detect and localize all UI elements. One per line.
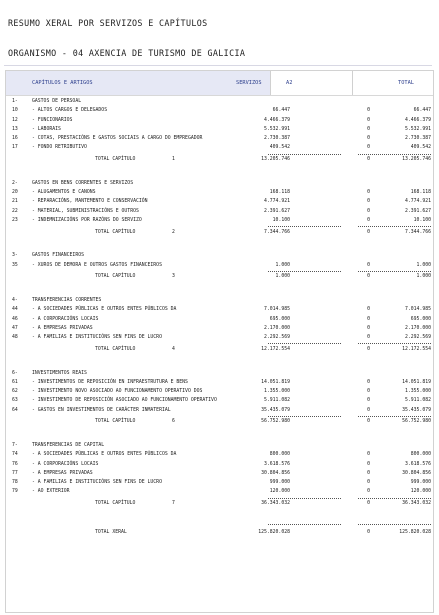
services-amount: 0 <box>367 480 370 485</box>
article-code: 20 <box>12 190 18 195</box>
a2-amount: 409.542 <box>269 145 290 151</box>
subtotal-rule <box>358 524 431 525</box>
article-code: 44 <box>12 307 18 313</box>
services-amount: 0 <box>367 316 370 322</box>
table-row <box>6 487 433 496</box>
chapter-code: 3- <box>12 253 18 259</box>
chapter-title: GASTOS FINANCEIROS <box>32 253 84 259</box>
total-amount: 12.172.554 <box>402 346 431 352</box>
a2-amount: 56.752.980 <box>261 419 290 425</box>
total-amount: 5.911.082 <box>405 398 431 404</box>
article-code: 10 <box>12 108 18 114</box>
article-code: 77 <box>12 470 18 476</box>
grand-total-row <box>6 528 433 537</box>
services-amount: 0 <box>367 407 370 413</box>
table-row <box>6 450 433 459</box>
chapter-code: 6- <box>12 370 18 376</box>
a2-amount: 5.532.991 <box>264 126 290 132</box>
article-description: - ALTOS CARGOS E DELEGADOS <box>32 108 108 114</box>
a2-amount: 2.292.569 <box>264 335 290 340</box>
services-amount: 0 <box>367 379 370 385</box>
article-code: 63 <box>12 398 18 404</box>
a2-amount: 5.911.082 <box>264 398 290 404</box>
services-amount: 0 <box>367 117 370 123</box>
chapter-title: GASTOS DE PERSOAL <box>32 99 82 104</box>
total-amount: 66.447 <box>413 108 431 114</box>
article-code: 13 <box>12 126 18 132</box>
chapter-row <box>6 296 433 305</box>
a2-amount: 13.205.746 <box>261 157 290 162</box>
total-amount: 4.774.921 <box>405 199 431 205</box>
article-description: - A EMPRESAS PRIVADAS <box>32 470 93 476</box>
a2-amount: 168.118 <box>269 190 290 195</box>
article-description: - INVESTIMENTO DE REPOSICIÓN ASOCIADO AO FUNCIONAMENTO OPERATIVO <box>32 398 217 404</box>
table-row <box>6 396 433 405</box>
table-row <box>6 125 433 134</box>
article-code: 16 <box>12 136 18 141</box>
article-code: 48 <box>12 335 18 340</box>
chapter-title: TRANSFERENCIAS CORRENTES <box>32 298 102 303</box>
services-amount: 0 <box>367 274 370 280</box>
article-code: 62 <box>12 389 18 394</box>
article-code: 12 <box>12 117 18 123</box>
article-code: 47 <box>12 325 18 331</box>
article-description: - INVESTIMENTO NOVO ASOCIADO AO FUNCIONAMENTO OPERATIVO DOS <box>32 389 203 394</box>
chapter-title: INVESTIMENTOS REAIS <box>32 370 87 376</box>
services-amount: 0 <box>367 229 370 235</box>
article-code: 76 <box>12 461 18 467</box>
total-amount: 409.542 <box>410 145 431 151</box>
services-amount: 0 <box>367 307 370 313</box>
a2-amount: 695.000 <box>269 316 290 322</box>
services-amount: 0 <box>367 199 370 205</box>
report-title: RESUMO XERAL POR SERVIZOS E CAPÍTULOS <box>8 18 208 28</box>
chapter-total-number: 1 <box>172 157 175 162</box>
chapter-total-row <box>6 345 433 354</box>
chapter-row <box>6 251 433 260</box>
total-amount: 2.391.627 <box>405 208 431 214</box>
article-description: - LABORAIS <box>32 126 61 132</box>
total-amount: 5.532.991 <box>405 126 431 132</box>
a2-amount: 120.000 <box>269 489 290 495</box>
services-amount: 0 <box>367 145 370 151</box>
a2-amount: 4.774.921 <box>264 199 290 205</box>
services-amount: 0 <box>367 529 370 535</box>
services-amount: 0 <box>367 419 370 425</box>
a2-amount: 2.170.000 <box>264 325 290 331</box>
chapter-total-label: TOTAL CAPÍTULO <box>95 501 136 506</box>
services-amount: 0 <box>367 489 370 495</box>
table-row <box>6 333 433 342</box>
services-amount: 0 <box>367 217 370 223</box>
chapter-code: 4- <box>12 298 18 303</box>
article-description: - GASTOS EN INVESTIMENTOS DE CARÁCTER INMATERIAL <box>32 407 171 413</box>
article-description: - FUNCIONARIOS <box>32 117 73 123</box>
chapter-total-number: 3 <box>172 274 175 280</box>
services-amount: 0 <box>367 346 370 352</box>
col-total-header: TOTAL <box>398 80 414 86</box>
chapter-total-row <box>6 272 433 281</box>
chapter-total-row <box>6 155 433 164</box>
total-amount: 14.051.819 <box>402 379 431 385</box>
services-amount: 0 <box>367 157 370 162</box>
table-row <box>6 324 433 333</box>
chapter-title: GASTOS EN BENS CORRENTES E SERVIZOS <box>32 180 134 186</box>
services-amount: 0 <box>367 126 370 132</box>
article-description: - A SOCIEDADES PÚBLICAS E OUTROS ENTES PÚBLICOS DA <box>32 452 177 458</box>
article-code: 78 <box>12 480 18 485</box>
total-amount: 1.355.000 <box>405 389 431 394</box>
article-code: 64 <box>12 407 18 413</box>
services-amount: 0 <box>367 190 370 195</box>
total-amount: 13.205.746 <box>402 157 431 162</box>
chapter-row <box>6 369 433 378</box>
total-amount: 7.014.985 <box>405 307 431 313</box>
services-amount: 0 <box>367 262 370 268</box>
a2-amount: 30.804.856 <box>261 470 290 476</box>
table-row <box>6 478 433 487</box>
chapter-total-row <box>6 499 433 508</box>
a2-amount: 2.391.627 <box>264 208 290 214</box>
article-code: 61 <box>12 379 18 385</box>
report-header <box>4 4 432 66</box>
chapter-row <box>6 97 433 106</box>
summary-table <box>5 70 434 613</box>
services-amount: 0 <box>367 398 370 404</box>
table-row <box>6 188 433 197</box>
chapter-code: 1- <box>12 99 18 104</box>
article-code: 21 <box>12 199 18 205</box>
grand-total-label: TOTAL XERAL <box>95 529 127 535</box>
chapter-total-number: 7 <box>172 501 175 506</box>
col-services-header: SERVIZOS <box>236 80 262 86</box>
chapter-title: TRANSFERENCIAS DE CAPITAL <box>32 443 105 448</box>
table-row <box>6 134 433 143</box>
total-amount: 30.804.856 <box>402 470 431 476</box>
article-description: - A CORPORACIÓNS LOCAIS <box>32 316 99 322</box>
chapter-code: 2- <box>12 180 18 186</box>
table-row <box>6 197 433 206</box>
total-amount: 3.618.576 <box>405 461 431 467</box>
a2-amount: 3.618.576 <box>264 461 290 467</box>
total-amount: 999.000 <box>410 480 431 485</box>
total-amount: 125.820.028 <box>399 529 431 535</box>
a2-amount: 800.000 <box>269 452 290 458</box>
total-amount: 2.730.387 <box>405 136 431 141</box>
chapter-code: 7- <box>12 443 18 448</box>
chapter-total-label: TOTAL CAPÍTULO <box>95 419 136 425</box>
article-description: - INDEMNIZACIÓNS POR RAZÓNS DO SERVIZO <box>32 217 142 223</box>
services-amount: 0 <box>367 208 370 214</box>
chapter-row <box>6 179 433 188</box>
services-amount: 0 <box>367 452 370 458</box>
total-amount: 1.000 <box>416 262 431 268</box>
services-amount: 0 <box>367 501 370 506</box>
table-row <box>6 378 433 387</box>
a2-amount: 66.447 <box>272 108 290 114</box>
chapter-total-number: 4 <box>172 346 175 352</box>
table-row <box>6 261 433 270</box>
table-row <box>6 406 433 415</box>
table-row <box>6 315 433 324</box>
article-description: - MATERIAL, SUBMINISTRACIÓNS E OUTROS <box>32 208 139 214</box>
article-description: - A EMPRESAS PRIVADAS <box>32 325 93 331</box>
article-description: - A CORPORACIÓNS LOCAIS <box>32 461 99 467</box>
services-amount: 0 <box>367 108 370 114</box>
article-description: - AO EXTERIOR <box>32 489 70 495</box>
table-row <box>6 207 433 216</box>
total-amount: 2.292.569 <box>405 335 431 340</box>
services-amount: 0 <box>367 470 370 476</box>
total-amount: 2.170.000 <box>405 325 431 331</box>
table-header <box>6 71 433 96</box>
total-amount: 120.000 <box>410 489 431 495</box>
col-chapters-header: CAPÍTULOS E ARTIGOS <box>32 80 93 86</box>
article-code: 17 <box>12 145 18 151</box>
article-description: - INVESTIMENTOS DE REPOSICIÓN EN INFRAESTRUTURA E BENS <box>32 379 188 385</box>
chapter-row <box>6 441 433 450</box>
table-row <box>6 106 433 115</box>
article-description: - A SOCIEDADES PÚBLICAS E OUTROS ENTES PÚBLICOS DA <box>32 307 177 313</box>
services-amount: 0 <box>367 461 370 467</box>
a2-amount: 36.343.032 <box>261 501 290 506</box>
a2-amount: 35.435.079 <box>261 407 290 413</box>
chapter-total-number: 6 <box>172 419 175 425</box>
article-description: - FONDO RETRIBUTIVO <box>32 145 87 151</box>
services-amount: 0 <box>367 335 370 340</box>
a2-amount: 2.730.387 <box>264 136 290 141</box>
col-a2-header: A2 <box>286 80 293 86</box>
chapter-total-number: 2 <box>172 229 175 235</box>
a2-amount: 7.344.766 <box>264 229 290 235</box>
table-row <box>6 460 433 469</box>
table-row <box>6 469 433 478</box>
article-code: 74 <box>12 452 18 458</box>
a2-amount: 4.466.379 <box>264 117 290 123</box>
total-amount: 168.118 <box>410 190 431 195</box>
total-amount: 10.100 <box>413 217 431 223</box>
chapter-total-row <box>6 417 433 426</box>
a2-amount: 1.000 <box>275 274 290 280</box>
a2-amount: 1.000 <box>275 262 290 268</box>
total-amount: 35.435.079 <box>402 407 431 413</box>
article-code: 23 <box>12 217 18 223</box>
services-amount: 0 <box>367 325 370 331</box>
a2-amount: 125.820.028 <box>258 529 290 535</box>
total-amount: 4.466.379 <box>405 117 431 123</box>
chapter-total-label: TOTAL CAPÍTULO <box>95 346 136 352</box>
table-row <box>6 116 433 125</box>
article-description: - A FAMILIAS E INSTITUCIÓNS SEN FINS DE LUCRO <box>32 480 162 485</box>
article-description: - A FAMILIAS E INSTITUCIÓNS SEN FINS DE LUCRO <box>32 335 162 340</box>
a2-amount: 999.000 <box>269 480 290 485</box>
subtotal-rule <box>268 524 341 525</box>
article-code: 35 <box>12 262 18 268</box>
total-amount: 800.000 <box>410 452 431 458</box>
a2-amount: 7.014.985 <box>264 307 290 313</box>
chapter-total-row <box>6 228 433 237</box>
table-row <box>6 143 433 152</box>
services-amount: 0 <box>367 389 370 394</box>
total-amount: 56.752.980 <box>402 419 431 425</box>
total-amount: 36.343.032 <box>402 501 431 506</box>
table-row <box>6 216 433 225</box>
article-description: - XUROS DE DEMORA E OUTROS GASTOS FINANCEIROS <box>32 262 162 268</box>
a2-amount: 14.051.819 <box>261 379 290 385</box>
chapter-total-label: TOTAL CAPÍTULO <box>95 229 136 235</box>
article-description: - COTAS, PRESTACIÓNS E GASTOS SOCIAIS A CARGO DO EMPREGADOR <box>32 136 203 141</box>
table-row <box>6 387 433 396</box>
chapter-total-label: TOTAL CAPÍTULO <box>95 274 136 280</box>
a2-amount: 10.100 <box>272 217 290 223</box>
article-description: - REPARACIÓNS, MANTEMENTO E CONSERVACIÓN <box>32 199 148 205</box>
total-amount: 695.000 <box>410 316 431 322</box>
table-row <box>6 305 433 314</box>
total-amount: 1.000 <box>416 274 431 280</box>
a2-amount: 1.355.000 <box>264 389 290 394</box>
chapter-total-label: TOTAL CAPÍTULO <box>95 157 136 162</box>
article-code: 22 <box>12 208 18 214</box>
services-amount: 0 <box>367 136 370 141</box>
organism-title: ORGANISMO - 04 AXENCIA DE TURISMO DE GALICIA <box>8 48 246 58</box>
article-code: 46 <box>12 316 18 322</box>
article-description: - ALUGAMENTOS E CANONS <box>32 190 96 195</box>
article-code: 79 <box>12 489 18 495</box>
total-amount: 7.344.766 <box>405 229 431 235</box>
a2-amount: 12.172.554 <box>261 346 290 352</box>
